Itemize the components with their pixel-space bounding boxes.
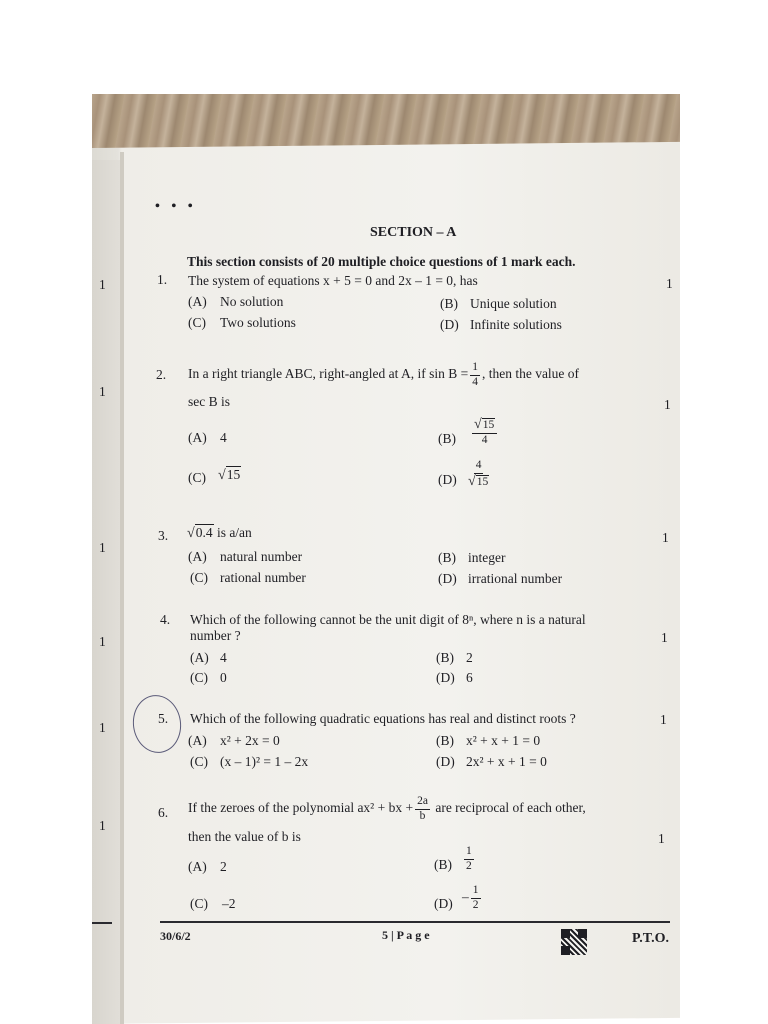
question-text: In a right triangle ABC, right-angled at A, if sin B = $\frac{1}{4}$ , then the value of <box>188 361 580 388</box>
option-d: $\frac{4}{√15}$ <box>468 459 489 489</box>
pto-label: P.T.O. <box>632 931 669 946</box>
option-a: natural number <box>220 549 303 564</box>
option-c: 0 <box>220 670 227 685</box>
option-c: Two solutions <box>220 315 296 330</box>
option-label: (C) <box>190 754 208 769</box>
option-label: (C) <box>190 896 208 911</box>
option-c: rational number <box>220 570 306 585</box>
paper-code: 30/6/2 <box>160 929 191 943</box>
left-margin-mark: 1 <box>99 720 106 735</box>
option-label: (B) <box>434 857 452 872</box>
previous-page-edge <box>92 160 120 1024</box>
option-label: (D) <box>436 754 455 769</box>
option-b: $\frac{√15}{4}$ <box>470 418 499 447</box>
question-text: Which of the following cannot be the unit digit of 8ⁿ, where n is a natural <box>190 612 586 627</box>
question-mark: 1 <box>666 276 673 291</box>
left-margin-mark: 1 <box>99 277 106 292</box>
question-number: 1. <box>157 272 168 287</box>
left-margin-mark: 1 <box>99 540 106 555</box>
option-label: (B) <box>438 431 456 446</box>
option-label: (B) <box>438 550 456 565</box>
ellipsis-dots: • • • <box>155 199 197 214</box>
question-number: 2. <box>156 367 167 382</box>
option-label: (D) <box>434 896 453 911</box>
option-a: 2 <box>220 859 227 874</box>
option-d: 6 <box>466 670 473 685</box>
question-text: √0.4 is a/an <box>187 525 252 541</box>
section-instruction: This section consists of 20 multiple choice questions of 1 mark each. <box>187 254 576 269</box>
question-mark: 1 <box>664 397 671 412</box>
option-label: (D) <box>436 670 455 685</box>
question-number: 6. <box>158 805 169 820</box>
left-margin-mark: 1 <box>99 634 106 649</box>
option-label: (C) <box>190 570 208 585</box>
option-b: Unique solution <box>470 296 557 311</box>
option-label: (A) <box>188 859 207 874</box>
question-text-line2: sec B is <box>188 394 230 409</box>
option-label: (C) <box>188 470 206 485</box>
fraction: $\frac{2a}{b}$ <box>417 795 428 822</box>
option-a: 4 <box>220 430 227 445</box>
option-c: (x – 1)² = 1 – 2x <box>220 754 309 769</box>
footer-rule <box>160 921 670 923</box>
option-b: 2 <box>466 650 473 665</box>
option-label: (B) <box>440 296 458 311</box>
option-c: √15 <box>218 467 241 483</box>
option-label: (B) <box>436 650 454 665</box>
section-title: SECTION – A <box>370 225 457 240</box>
option-label: (A) <box>188 549 207 564</box>
option-label: (A) <box>188 430 207 445</box>
option-label: (D) <box>438 472 457 487</box>
question-mark: 1 <box>658 831 665 846</box>
page-number: 5 | P a g e <box>382 928 430 942</box>
page-fold <box>120 152 124 1024</box>
footer-rule-left <box>92 922 112 924</box>
left-margin-mark: 1 <box>99 384 106 399</box>
option-label: (A) <box>188 294 207 309</box>
question-number: 5. <box>158 711 169 726</box>
option-b: integer <box>468 550 506 565</box>
option-label: (C) <box>188 315 206 330</box>
question-text: Which of the following quadratic equations has real and distinct roots ? <box>190 711 576 726</box>
question-text: The system of equations x + 5 = 0 and 2x – 1 = 0, has <box>188 273 478 288</box>
question-number: 4. <box>160 612 171 627</box>
left-margin-mark: 1 <box>99 818 106 833</box>
option-d: 2x² + x + 1 = 0 <box>466 754 547 769</box>
question-mark: 1 <box>661 630 668 645</box>
qr-code-icon <box>561 929 587 955</box>
option-b: x² + x + 1 = 0 <box>466 733 541 748</box>
question-mark: 1 <box>660 712 667 727</box>
question-text-line2: number ? <box>190 628 241 643</box>
option-b: $\frac{1}{2}$ <box>466 845 472 872</box>
option-label: (A) <box>190 650 209 665</box>
option-c: –2 <box>222 896 236 911</box>
question-mark: 1 <box>662 530 669 545</box>
option-label: (D) <box>440 317 459 332</box>
option-label: (C) <box>190 670 208 685</box>
question-number: 3. <box>158 528 169 543</box>
option-d: – $\frac{1}{2}$ <box>462 884 479 911</box>
option-a: No solution <box>220 294 284 309</box>
option-a: x² + 2x = 0 <box>220 733 280 748</box>
option-label: (D) <box>438 571 457 586</box>
option-label: (B) <box>436 733 454 748</box>
fraction: $\frac{1}{4}$ <box>472 361 478 388</box>
option-d: Infinite solutions <box>470 317 562 332</box>
question-text-line2: then the value of b is <box>188 829 301 844</box>
option-label: (A) <box>188 733 207 748</box>
option-d: irrational number <box>468 571 563 586</box>
option-a: 4 <box>220 650 227 665</box>
question-text: If the zeroes of the polynomial ax² + bx + $\frac{2a}{b}$ are reciprocal of each other, <box>188 795 586 822</box>
